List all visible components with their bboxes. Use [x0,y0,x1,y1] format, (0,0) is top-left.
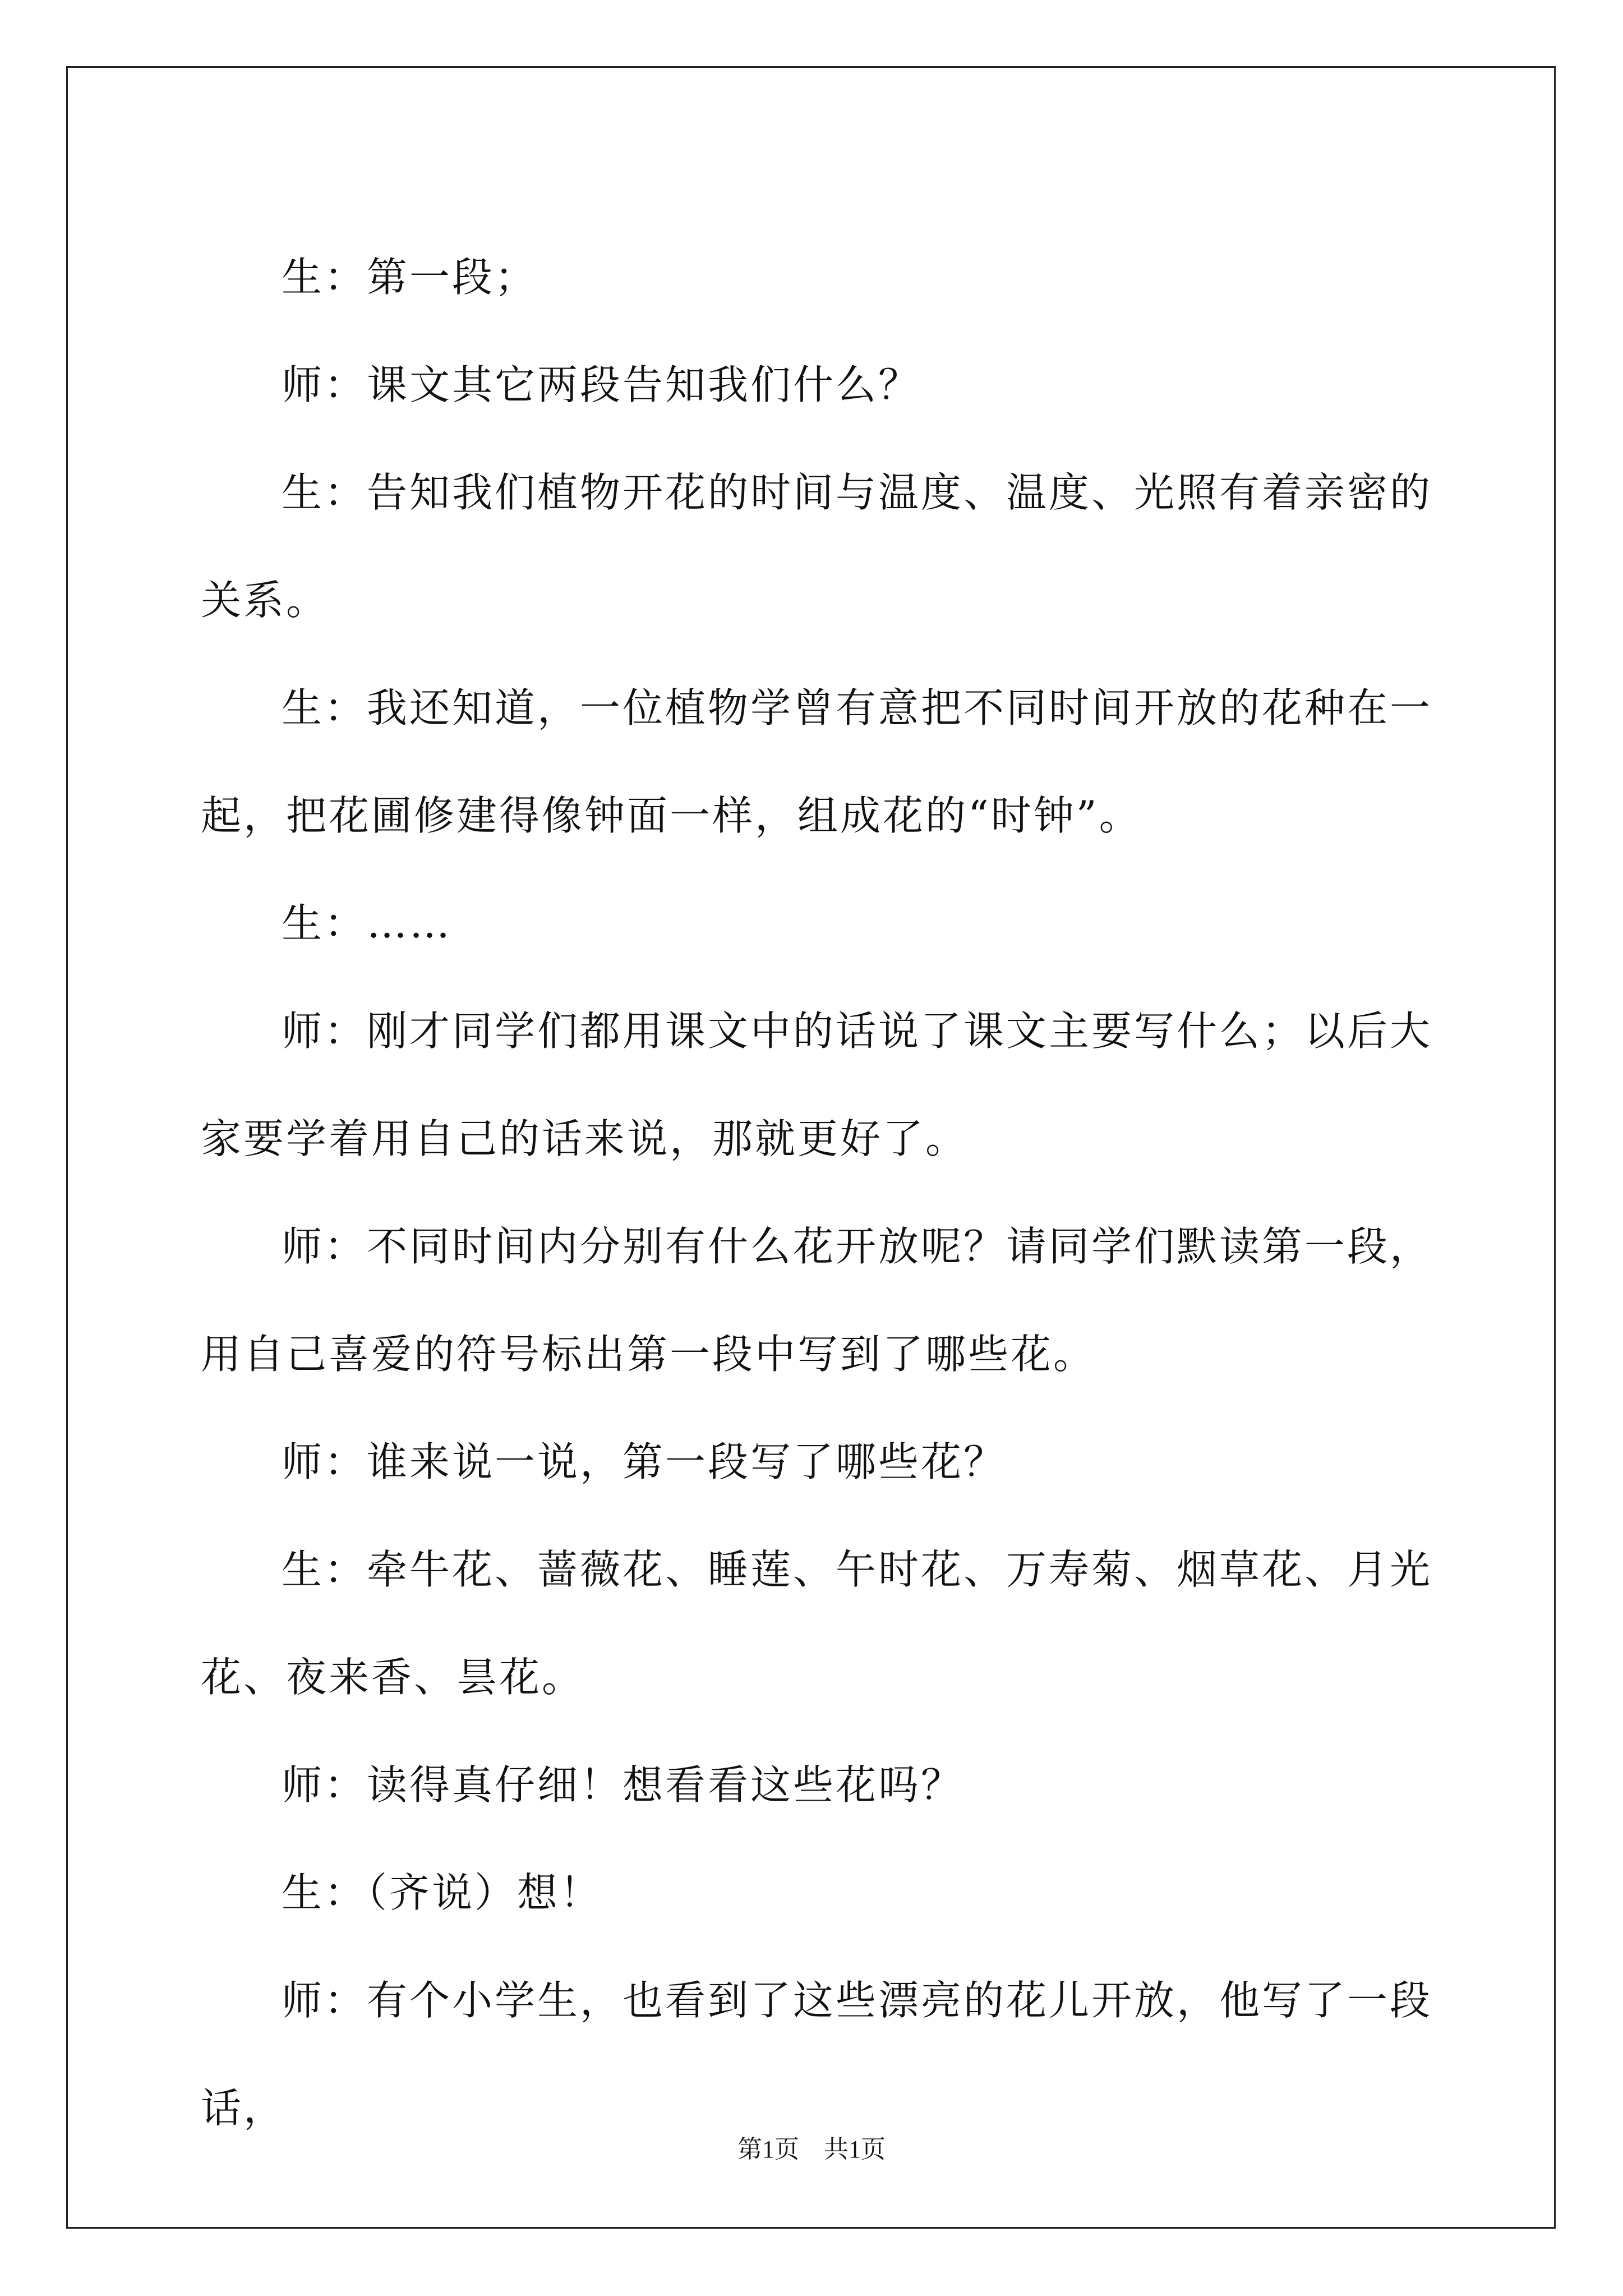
paragraph: 生：告知我们植物开花的时间与温度、温度、光照有着亲密的关系。 [201,469,1433,624]
paragraph: 师：不同时间内分别有什么花开放呢？请同学们默读第一段，用自己喜爱的符号标出第一段中写到了哪些花。 [201,1223,1433,1378]
paragraph: 师：课文其它两段告知我们什么？ [282,361,921,408]
paragraph: 生：牵牛花、蔷薇花、睡莲、午时花、万寿菊、烟草花、月光花、夜来香、昙花。 [201,1546,1433,1701]
document-body [201,223,1457,2162]
paragraph: 师：刚才同学们都用课文中的话说了课文主要写什么；以后大家要学着用自己的话来说，那就更好了。 [201,1007,1433,1162]
page-number-footer: 第1页 共1页 [737,2136,886,2163]
paragraph: 生：我还知道，一位植物学曾有意把不同时间开放的花种在一起，把花圃修建得像钟面一样，组成花的“时钟”。 [201,684,1433,839]
paragraph: 师：有个小学生，也看到了这些漂亮的花儿开放，他写了一段话， [201,1977,1433,2132]
paragraph: 生：第一段； [282,254,538,301]
paragraph: 师：读得真仔细！想看看这些花吗？ [282,1761,964,1809]
paragraph: 师：谁来说一说，第一段写了哪些花？ [282,1438,1007,1485]
paragraph: 生：…… [282,900,453,947]
paragraph: 生：（齐说）想！ [282,1869,603,1916]
